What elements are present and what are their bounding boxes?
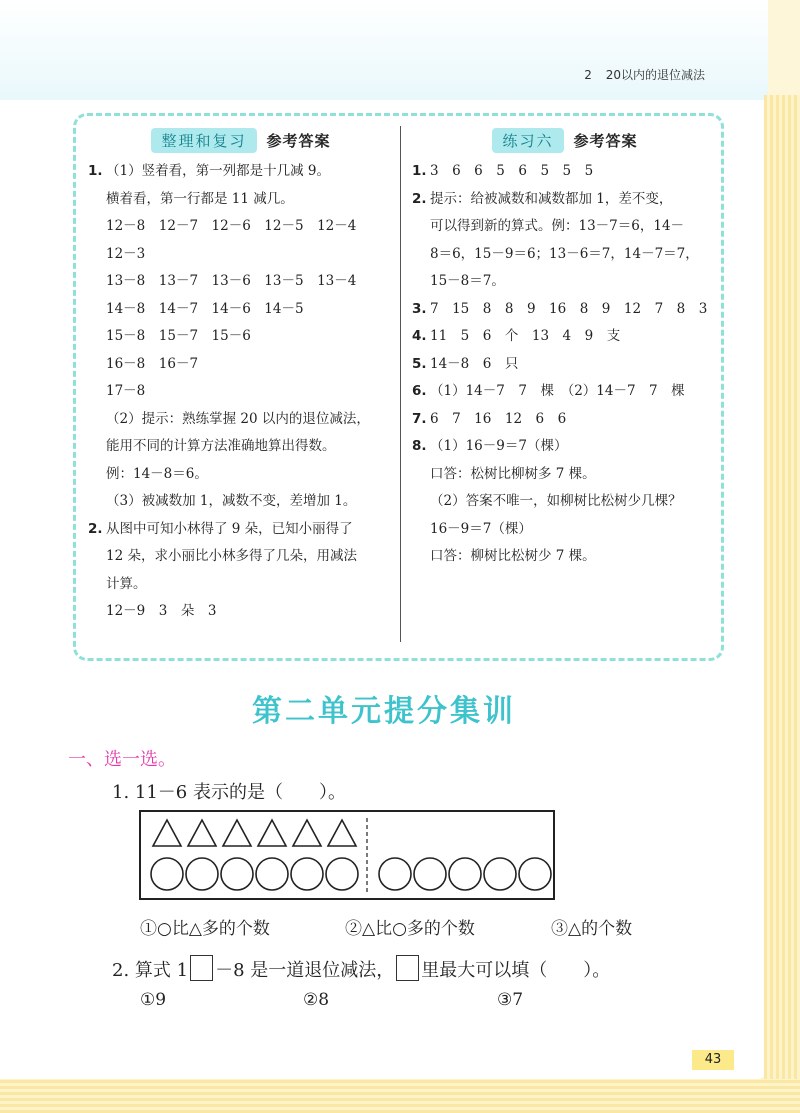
answer-text: 8＝6，15－9＝6；13－6＝7，14－7＝7， [430, 245, 699, 262]
answer-line [410, 433, 720, 461]
left-title-label: 参考答案 [266, 131, 331, 150]
item-number: 3. [412, 300, 427, 317]
question-1: 1. 11－6 表示的是（ ）。 [112, 782, 346, 803]
answer-line [410, 406, 720, 434]
answer-line [86, 351, 396, 379]
q1-option-2[interactable]: ②△比○多的个数 [345, 919, 475, 939]
answer-text: 14－8 6 只 [430, 355, 519, 372]
answer-line [86, 543, 396, 571]
answer-text: 3 6 6 5 6 5 5 5 [430, 163, 594, 179]
answer-text: 13－8 13－7 13－6 13－5 13－4 [106, 273, 357, 289]
answer-text: 计算。 [106, 575, 147, 592]
answer-line [86, 268, 396, 296]
blank-box[interactable] [190, 955, 213, 981]
right-section-title [410, 126, 720, 154]
answer-text: 12－3 [106, 245, 146, 262]
item-number: 2. [412, 190, 427, 207]
answer-line [410, 186, 720, 214]
item-number: 5. [412, 355, 427, 372]
unit-title: 第二单元提分集训 [252, 694, 516, 729]
answer-text: 提示：给被减数和减数都加 1，差不变， [430, 190, 673, 207]
answer-text: （1）14－7 7 棵 （2）14－7 7 棵 [430, 383, 685, 399]
column-divider [400, 126, 401, 642]
answer-line [86, 406, 396, 434]
item-number: 7. [412, 410, 427, 427]
answer-line [86, 378, 396, 406]
answer-line [86, 296, 396, 324]
shapes-figure [139, 810, 555, 900]
answer-line [410, 378, 720, 406]
answer-line [410, 543, 720, 571]
answer-text: 16－9＝7（棵） [430, 520, 532, 537]
q2-option-1[interactable]: ①9 [140, 990, 167, 1010]
answer-text: 16－8 16－7 [106, 355, 199, 372]
left-answer-lines [86, 158, 396, 626]
item-number: 1. [88, 163, 103, 179]
running-header [584, 66, 705, 83]
answer-text: 横着看，第一行都是 11 减几。 [106, 190, 294, 207]
answer-text: 14－8 14－7 14－6 14－5 [106, 300, 304, 317]
answer-line [410, 241, 720, 269]
q2-text-c: 里最大可以填（ ）。 [421, 960, 611, 981]
answer-line [86, 158, 396, 186]
answer-line [410, 516, 720, 544]
answer-text: 口答：柳树比松树少 7 棵。 [430, 548, 596, 564]
q2-text-b: －8 是一道退位减法， [215, 960, 395, 981]
header-band [0, 0, 768, 100]
answer-line [86, 186, 396, 214]
item-number: 4. [412, 328, 427, 344]
item-number: 1. [412, 163, 427, 179]
chapter-number: 2 [584, 68, 592, 82]
q2-option-2[interactable]: ②8 [303, 990, 330, 1010]
answer-line [410, 461, 720, 489]
answer-line [86, 323, 396, 351]
answer-line [410, 351, 720, 379]
answer-text: 能用不同的计算方法准确地算出得数。 [106, 438, 336, 454]
answer-line [86, 241, 396, 269]
answer-text: （2）提示：熟练掌握 20 以内的退位减法， [106, 410, 370, 427]
figure-frame [140, 811, 554, 899]
answer-text: 15－8 15－7 15－6 [106, 328, 251, 344]
answer-line [86, 571, 396, 599]
blank-box-2[interactable] [396, 955, 419, 981]
answer-text: 从图中可知小林得了 9 朵，已知小丽得了 [106, 520, 353, 537]
q1-option-3[interactable]: ③△的个数 [551, 919, 633, 939]
answer-text: 17－8 [106, 383, 146, 399]
answer-text: 例：14－8＝6。 [106, 465, 208, 482]
q2-text-a: 2. 算式 1 [112, 960, 189, 981]
page-number: 43 [692, 1050, 734, 1070]
item-number: 8. [412, 438, 427, 454]
answer-line [410, 158, 720, 186]
answer-text: 7 15 8 8 9 16 8 9 12 7 8 3 [430, 300, 708, 317]
answer-text: （1）16－9＝7（棵） [430, 438, 568, 454]
answer-line [410, 323, 720, 351]
q1-option-1[interactable]: ①○比△多的个数 [140, 919, 270, 939]
answer-line [86, 516, 396, 544]
answer-line [410, 296, 720, 324]
answer-text: （2）答案不唯一，如柳树比松树少几棵？ [430, 493, 682, 509]
answers-left-column [86, 116, 396, 626]
right-answer-lines [410, 158, 720, 571]
answer-line [86, 461, 396, 489]
question-2 [112, 955, 610, 982]
answer-line [86, 598, 396, 626]
right-title-label: 参考答案 [573, 131, 638, 150]
answer-text: （1）竖着看，第一列都是十几减 9。 [106, 163, 330, 179]
left-section-title [86, 126, 396, 154]
section-heading: 一、选一选。 [68, 749, 176, 770]
answer-line [86, 488, 396, 516]
answer-text: 12－8 12－7 12－6 12－5 12－4 [106, 218, 357, 234]
answer-text: 6 7 16 12 6 6 [430, 410, 567, 427]
answer-text: 口答：松树比柳树多 7 棵。 [430, 465, 596, 482]
answer-box [73, 113, 724, 661]
answers-right-column [410, 116, 720, 571]
item-number: 2. [88, 520, 103, 537]
right-title-pill: 练习六 [492, 128, 563, 153]
answer-text: 11 5 6 个 13 4 9 支 [430, 328, 621, 344]
answer-text: 15－8＝7。 [430, 273, 505, 289]
page-edge-right [764, 95, 800, 1113]
answer-line [86, 433, 396, 461]
left-title-pill: 整理和复习 [151, 128, 256, 153]
answer-text: 可以得到新的算式。例：13－7＝6，14－ [430, 218, 685, 234]
answer-line [86, 213, 396, 241]
answer-line [410, 488, 720, 516]
answer-text: 12 朵，求小丽比小林多得了几朵，用减法 [106, 548, 357, 564]
chapter-title: 20以内的退位减法 [605, 68, 705, 82]
answer-line [410, 213, 720, 241]
answer-text: （3）被减数加 1，减数不变，差增加 1。 [106, 493, 357, 509]
answer-text: 12－9 3 朵 3 [106, 603, 217, 619]
answer-line [410, 268, 720, 296]
q2-option-3[interactable]: ③7 [497, 990, 524, 1010]
page-edge-bottom [0, 1079, 800, 1113]
item-number: 6. [412, 383, 427, 399]
